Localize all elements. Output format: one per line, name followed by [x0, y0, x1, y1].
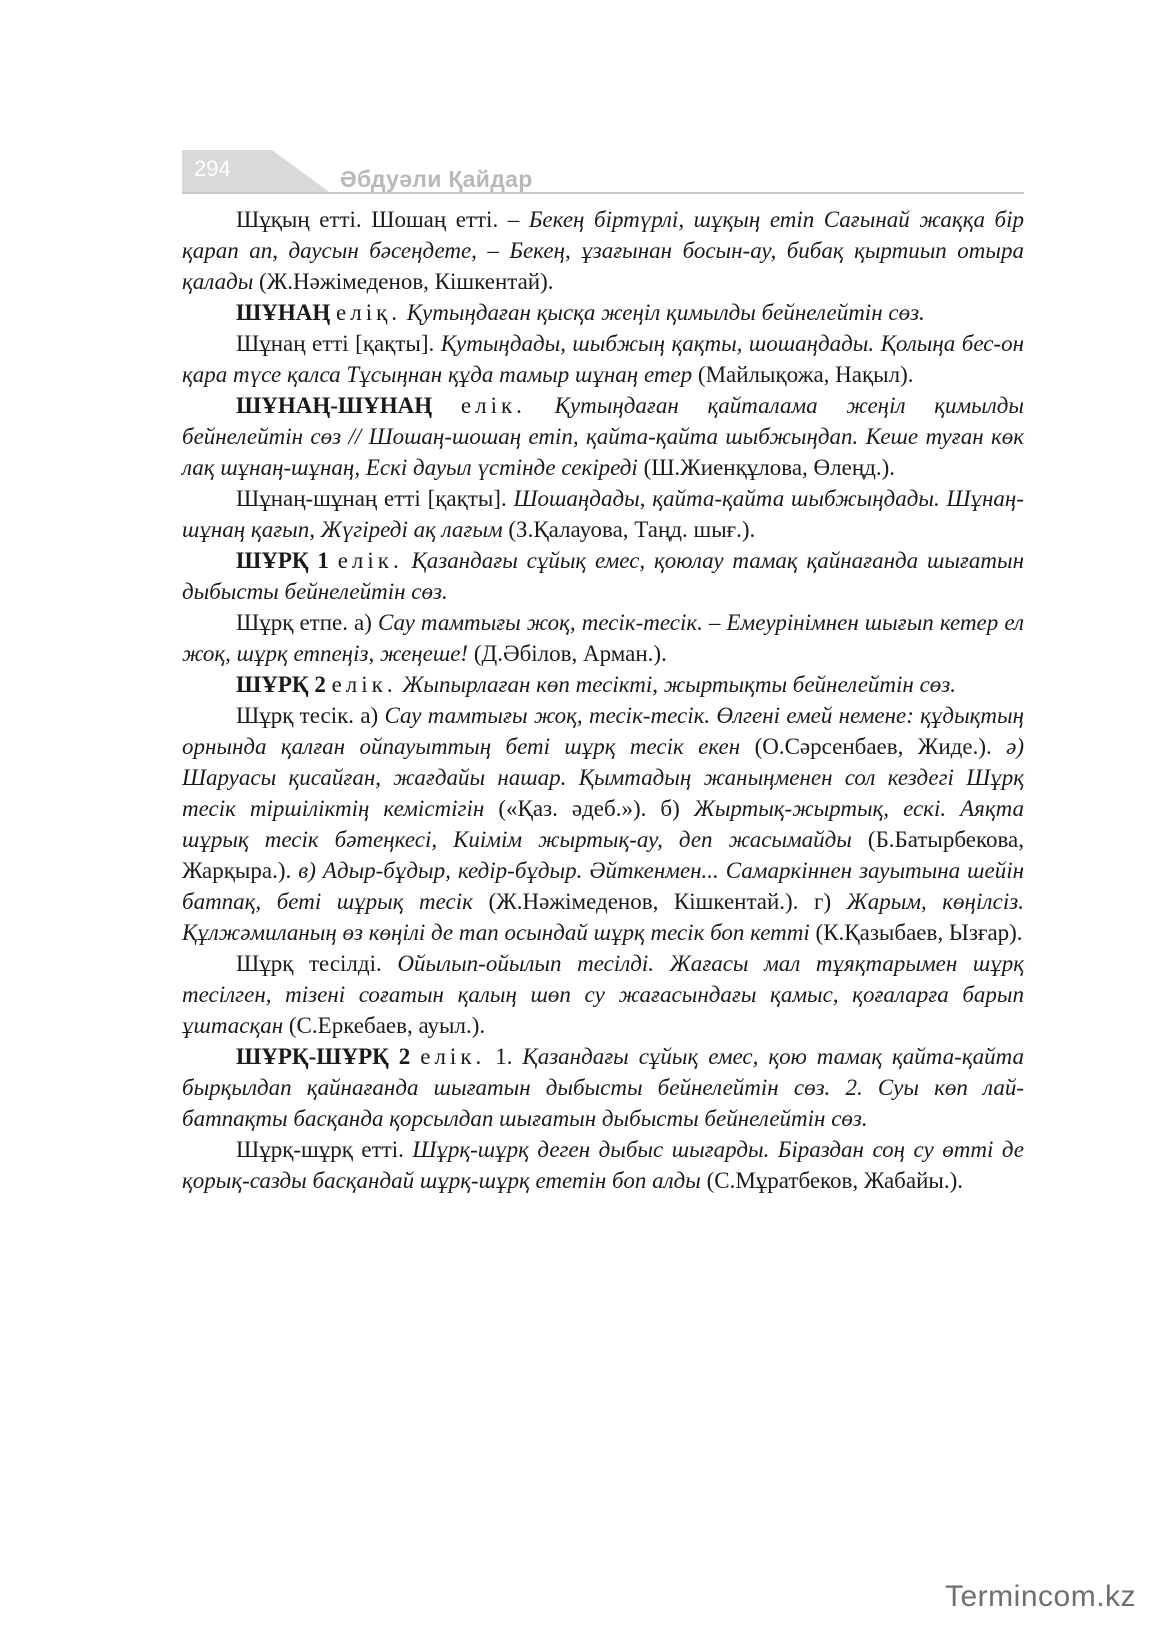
header-rule	[182, 192, 1024, 194]
entry-text: Шұнаң-шұнаң етті [қақты].	[236, 486, 514, 511]
entry-text: (О.Сәрсенбаев, Жиде.).	[740, 734, 1007, 759]
entry-paragraph	[182, 545, 1024, 607]
page-number: 294	[194, 156, 231, 181]
part-of-speech: елік.	[420, 1044, 486, 1069]
headword: ШҰНАҢ-ШҰНАҢ	[236, 393, 433, 418]
part-of-speech: елік.	[337, 548, 403, 573]
entry-text	[410, 1044, 420, 1069]
entry-paragraph	[182, 1134, 1024, 1196]
entry-paragraph	[182, 948, 1024, 1041]
entry-text: (С.Еркебаев, ауыл.).	[283, 1013, 486, 1038]
definition-text: Шошаңдады, қайта-қайта шыбжыңдады. Шұнаң-шұнаң қағып, Жүгіреді ақ лағым	[182, 486, 1024, 542]
definition-text: Қазандағы сұйық емес, қоюлау тамақ қайнағанда шығатын дыбысты бейнелейтін сөз.	[182, 548, 1024, 604]
part-of-speech: елік.	[331, 672, 397, 697]
definition-text: Сау тамтығы жоқ, тесік-тесік. – Емеурінімнен шығып кетер ел жоқ, шұрқ етпеңіз, жеңеше!	[182, 610, 1024, 666]
dictionary-body	[182, 204, 1024, 1196]
part-of-speech: елік.	[460, 393, 526, 418]
entry-paragraph	[182, 204, 1024, 297]
entry-text: (К.Қазыбаев, Ызғар).	[809, 920, 1023, 945]
definition-text: в) Адыр-бұдыр, кедір-бұдыр. Әйткенмен... Самаркіннен зауытына шейін батпақ, беті шұрық тесік	[182, 858, 1024, 914]
entry-text: (Д.Әбілов, Арман.).	[468, 641, 667, 666]
definition-text: Қутыңдады, шыбжың қақты, шошаңдады. Қолыңа бес-он қара түсе қалса Тұсыңнан құда тамыр шұнаң етер	[182, 331, 1025, 387]
entry-paragraph	[182, 700, 1024, 948]
entry-text: (С.Мұратбеков, Жабайы.).	[700, 1168, 963, 1193]
entry-paragraph	[182, 1041, 1024, 1134]
entry-text: (З.Қалауова, Таңд. шығ.).	[502, 517, 756, 542]
entry-paragraph	[182, 607, 1024, 669]
page-header	[182, 150, 1024, 196]
headword: ШҰРҚ 2	[236, 672, 326, 697]
part-of-speech: еліқ.	[336, 300, 402, 325]
definition-text: Бекең біртүрлі, шұқың етіп Сағынай жаққа бір қарап ап, даусын бәсеңдете, – Бекең, ұзағынан босын-ау, бибақ қыртиып отыра қалады	[182, 207, 1024, 294]
definition-text: Қутыңдаған қысқа жеңіл қимылды бейнелейтін сөз.	[401, 300, 925, 325]
entry-paragraph	[182, 328, 1024, 390]
headword: ШҰНАҢ	[236, 300, 331, 325]
entry-paragraph	[182, 297, 1024, 328]
definition-text: Жыпырлаған көп тесікті, жыртықты бейнелейтін сөз.	[396, 672, 956, 697]
headword: ШҰРҚ-ШҰРҚ 2	[236, 1044, 411, 1069]
entry-text: (Майлықожа, Нақыл).	[692, 362, 914, 387]
definition-text: Шұрқ-шұрқ деген дыбыс шығарды. Біраздан соң су өтті де қорық-сазды басқандай шұрқ-шұрқ ететін боп алды	[182, 1137, 1025, 1193]
entry-paragraph	[182, 483, 1024, 545]
entry-text: (Ш.Жиенқұлова, Өлеңд.).	[637, 455, 895, 480]
entry-text: Шұнаң етті [қақты].	[236, 331, 441, 356]
running-head-author: Әбдуәли Қайдар	[340, 166, 533, 192]
definition-text: Қутыңдаған қайталама жеңіл қимылды бейнелейтін сөз // Шошаң-шошаң етіп, қайта-қайта шыбжыңдап. Кеше туған көк лақ шұнаң-шұнаң, Ескі дауыл үстінде секіреді	[182, 393, 1024, 480]
entry-text: 1.	[485, 1044, 523, 1069]
definition-text: Қазандағы сұйық емес, қою тамақ қайта-қайта бырқылдап қайнағанда шығатын дыбысты бейнелейтін сөз. 2. Суы көп лай-батпақты басқанда қорсылдап шығатын дыбысты бейнелейтін сөз.	[182, 1044, 1024, 1131]
entry-text: Шұрқ-шұрқ етті.	[236, 1137, 413, 1162]
entry-text: (Ж.Нәжімеденов, Кішкентай.). г)	[472, 889, 847, 914]
entry-paragraph	[182, 390, 1024, 483]
entry-text: Шұрқ тесілді.	[236, 951, 398, 976]
entry-text	[329, 548, 338, 573]
entry-paragraph	[182, 669, 1024, 700]
definition-text: Ойылып-ойылып тесілді. Жағасы мал тұяқтарымен шұрқ тесілген, тізені соғатын қалың шөп су жағасындағы қамыс, қоғаларға барып ұштасқан	[182, 951, 1024, 1038]
entry-text: (Ж.Нәжімеденов, Кішкентай).	[253, 269, 554, 294]
definition-text: Жарым, көңілсіз. Құлжәмиланың өз көңілі де тап осындай шұрқ тесік боп кетті	[182, 889, 1024, 945]
definition-text: ә) Шаруасы қисайған, жағдайы нашар. Қымтадың жаныңменен сол кездегі Шұрқ тесік тіршіліктің кемістігін	[182, 734, 1025, 821]
entry-text: (Б.Батырбекова, Жарқыра.).	[182, 827, 1024, 883]
entry-text: Шұқың етті. Шошаң етті. –	[236, 207, 529, 232]
entry-text: Шұрқ етпе. а)	[236, 610, 378, 635]
watermark-logo: Termincom.kz	[945, 1580, 1137, 1613]
headword: ШҰРҚ 1	[236, 548, 329, 573]
definition-text: Сау тамтығы жоқ, тесік-тесік. Өлгені емей немене: құдықтың орнында қалған ойпауыттың беті шұрқ тесік екен	[182, 703, 1024, 759]
entry-text: Шұрқ тесік. а)	[236, 703, 385, 728]
definition-text: Жыртық-жыртық, ескі. Аяқта шұрық тесік бәтеңкесі, Киімім жыртық-ау, деп жасымайды	[182, 796, 1024, 852]
entry-text: («Қаз. әдеб.»). б)	[484, 796, 694, 821]
entry-text	[432, 393, 461, 418]
